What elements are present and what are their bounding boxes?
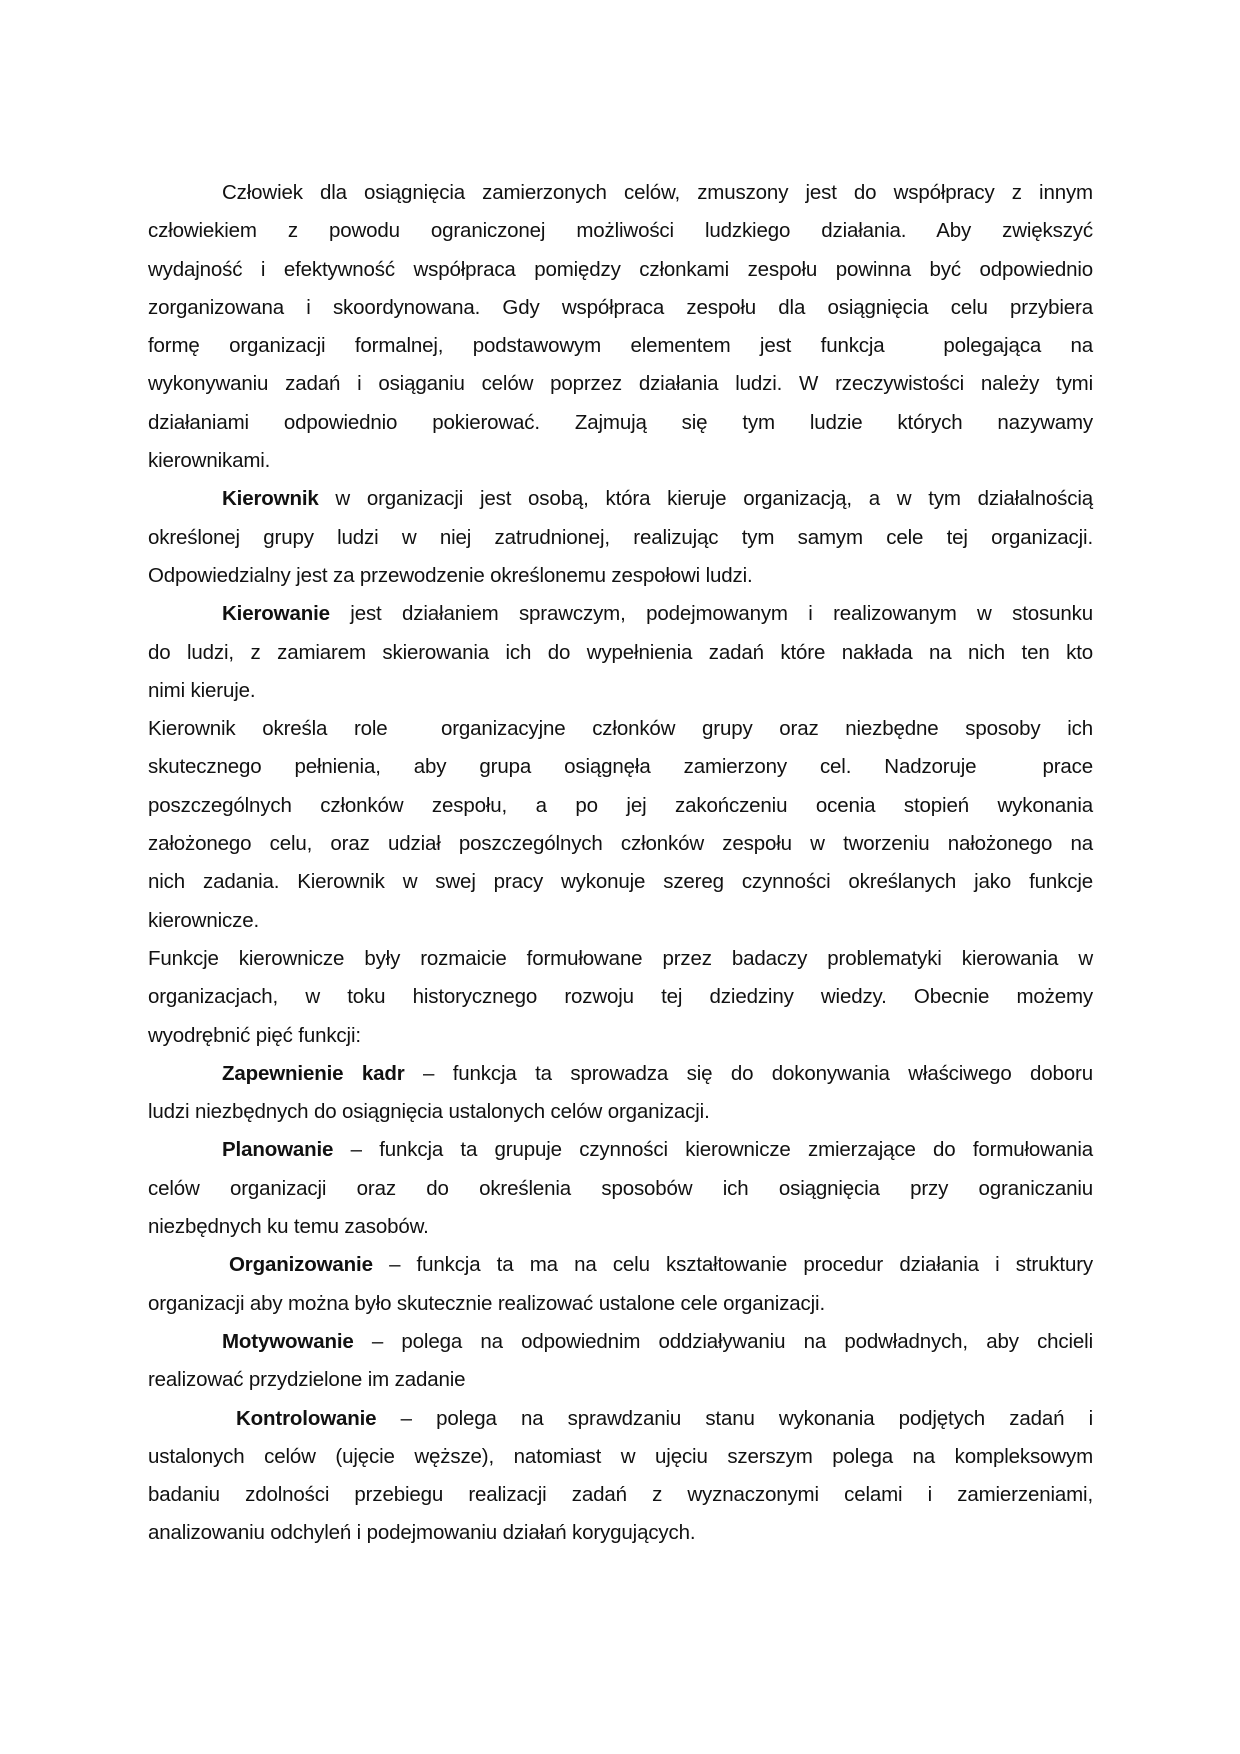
text-line: organizacji aby można było skutecznie realizować ustalone cele organizacji. bbox=[148, 1291, 826, 1315]
text-line: kierownicze. bbox=[148, 908, 259, 932]
definition-text: – funkcja ta sprowadza się do dokonywania właściwego doboru bbox=[404, 1061, 1093, 1085]
text-line bbox=[148, 1400, 1093, 1438]
text-line: formę organizacji formalnej, podstawowym elementem jest funkcja polegająca na bbox=[148, 334, 1093, 358]
definition-text: jest działaniem sprawczym, podejmowanym i realizowanym w stosunku bbox=[329, 602, 1093, 626]
text-line: założonego celu, oraz udział poszczególnych członków zespołu w tworzeniu nałożonego na bbox=[148, 832, 1093, 856]
term-planowanie: Planowanie bbox=[222, 1138, 334, 1162]
text-line bbox=[148, 1131, 1093, 1169]
paragraph-organizowanie bbox=[148, 1246, 1093, 1323]
definition-text: – polega na sprawdzaniu stanu wykonania podjętych zadań i bbox=[376, 1406, 1093, 1430]
paragraph-funkcje bbox=[148, 940, 1093, 1055]
text-line: zorganizowana i skoordynowana. Gdy współpraca zespołu dla osiągnięcia celu przybiera bbox=[148, 295, 1093, 319]
text-line: organizacjach, w toku historycznego rozwoju tej dziedziny wiedzy. Obecnie możemy bbox=[148, 985, 1093, 1009]
paragraph-kontrolowanie bbox=[148, 1400, 1093, 1553]
text-line: Kierownik określa role organizacyjne członków grupy oraz niezbędne sposoby ich bbox=[148, 717, 1093, 741]
text-line: nich zadania. Kierownik w swej pracy wykonuje szereg czynności określanych jako funkcje bbox=[148, 870, 1093, 894]
definition-text: – polega na odpowiednim oddziaływaniu na podwładnych, aby chcieli bbox=[353, 1329, 1093, 1353]
text-line: realizować przydzielone im zadanie bbox=[148, 1368, 466, 1392]
term-kontrolowanie: Kontrolowanie bbox=[236, 1406, 377, 1430]
definition-text: – funkcja ta grupuje czynności kierownicze zmierzające do formułowania bbox=[333, 1138, 1093, 1162]
term-motywowanie: Motywowanie bbox=[222, 1329, 354, 1353]
paragraph-intro bbox=[148, 174, 1093, 480]
definition-text: w organizacji jest osobą, która kieruje organizacją, a w tym działalnością bbox=[318, 487, 1093, 511]
paragraph-zapewnienie-kadr bbox=[148, 1055, 1093, 1132]
term-organizowanie: Organizowanie bbox=[229, 1253, 373, 1277]
text-line: nimi kieruje. bbox=[148, 678, 256, 702]
text-line: kierownikami. bbox=[148, 449, 271, 473]
text-line bbox=[148, 1246, 1093, 1284]
document-body bbox=[148, 174, 1093, 1553]
text-line: Odpowiedzialny jest za przewodzenie określonemu zespołowi ludzi. bbox=[148, 563, 753, 587]
term-zapewnienie-kadr: Zapewnienie kadr bbox=[222, 1061, 405, 1085]
text-line bbox=[148, 595, 1093, 633]
text-line: działaniami odpowiednio pokierować. Zajmują się tym ludzie których nazywamy bbox=[148, 410, 1093, 434]
text-line: poszczególnych członków zespołu, a po jej zakończeniu ocenia stopień wykonania bbox=[148, 793, 1093, 817]
text-line: Człowiek dla osiągnięcia zamierzonych celów, zmuszony jest do współpracy z innym bbox=[222, 181, 1093, 204]
definition-text: – funkcja ta ma na celu kształtowanie procedur działania i struktury bbox=[372, 1253, 1093, 1277]
text-line: ludzi niezbędnych do osiągnięcia ustalonych celów organizacji. bbox=[148, 1100, 710, 1124]
text-line: człowiekiem z powodu ograniczonej możliwości ludzkiego działania. Aby zwiększyć bbox=[148, 219, 1093, 243]
text-line: wykonywaniu zadań i osiąganiu celów poprzez działania ludzi. W rzeczywistości należy tymi bbox=[148, 372, 1093, 396]
text-line: niezbędnych ku temu zasobów. bbox=[148, 1215, 429, 1239]
text-line bbox=[148, 480, 1093, 518]
paragraph-kierownik bbox=[148, 480, 1093, 595]
text-line: badaniu zdolności przebiegu realizacji zadań z wyznaczonymi celami i zamierzeniami, bbox=[148, 1483, 1093, 1507]
text-line bbox=[148, 1055, 1093, 1093]
text-line: skutecznego pełnienia, aby grupa osiągnęła zamierzony cel. Nadzoruje prace bbox=[148, 755, 1093, 779]
text-line: do ludzi, z zamiarem skierowania ich do wypełnienia zadań które nakłada na nich ten kto bbox=[148, 640, 1093, 664]
term-kierownik: Kierownik bbox=[222, 487, 319, 511]
text-line: analizowaniu odchyleń i podejmowaniu działań korygujących. bbox=[148, 1521, 696, 1545]
text-line: określonej grupy ludzi w niej zatrudnionej, realizując tym samym cele tej organizacji. bbox=[148, 525, 1093, 549]
paragraph-planowanie bbox=[148, 1131, 1093, 1246]
text-line: wyodrębnić pięć funkcji: bbox=[148, 1023, 361, 1047]
paragraph-kierownik-okresla bbox=[148, 710, 1093, 940]
text-line: celów organizacji oraz do określenia sposobów ich osiągnięcia przy ograniczaniu bbox=[148, 1176, 1093, 1200]
paragraph-kierowanie bbox=[148, 595, 1093, 710]
text-line: wydajność i efektywność współpraca pomiędzy członkami zespołu powinna być odpowiednio bbox=[148, 257, 1093, 281]
text-line bbox=[148, 1323, 1093, 1361]
text-line: Funkcje kierownicze były rozmaicie formułowane przez badaczy problematyki kierowania w bbox=[148, 946, 1093, 970]
text-line: ustalonych celów (ujęcie węższe), natomiast w ujęciu szerszym polega na kompleksowym bbox=[148, 1444, 1093, 1468]
term-kierowanie: Kierowanie bbox=[222, 602, 330, 626]
paragraph-motywowanie bbox=[148, 1323, 1093, 1400]
